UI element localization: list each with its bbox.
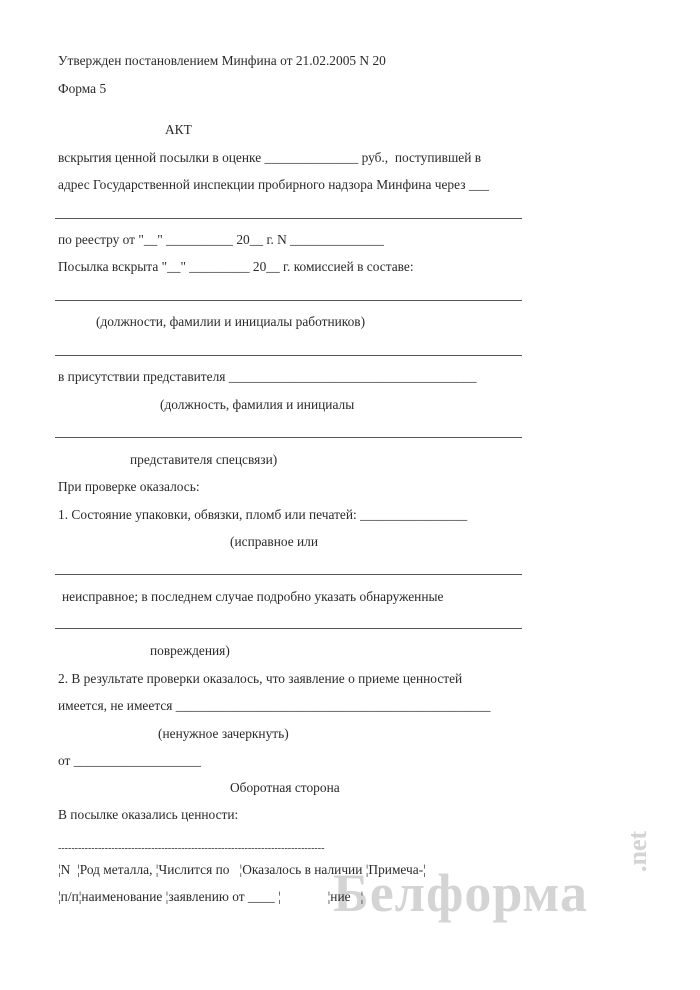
blank-rule — [55, 218, 522, 219]
text-line: адрес Государственной инспекции пробирного надзора Минфина через ___ — [58, 177, 489, 192]
table-row: ¦N ¦Род металла, ¦Числится по ¦Оказалось в наличии ¦Примеча-¦ — [58, 862, 426, 877]
text-line: по реестру от "__" __________ 20__ г. N ______________ — [58, 232, 384, 247]
text-line: от ___________________ — [58, 753, 201, 768]
text-line: 2. В результате проверки оказалось, что заявление о приеме ценностей — [58, 671, 463, 686]
text-line: При проверке оказалось: — [58, 479, 200, 494]
section-heading: Оборотная сторона — [230, 780, 340, 795]
field-caption: (исправное или — [230, 534, 319, 549]
text-line: вскрытия ценной посылки в оценке ______________ руб., поступившей в — [58, 150, 482, 165]
table-row: ¦п/п¦наименование ¦заявлению от ____ ¦ ¦ние ¦ — [58, 889, 364, 904]
field-caption: (ненужное зачеркнуть) — [158, 726, 289, 741]
text-line: 1. Состояние упаковки, обвязки, пломб или печатей: ________________ — [58, 507, 468, 522]
text-line: В посылке оказались ценности: — [58, 807, 239, 822]
document-title: АКТ — [165, 122, 192, 137]
table-separator: -------------------------------------------------------------------------------- — [58, 843, 325, 854]
blank-rule — [55, 355, 522, 356]
blank-rule — [55, 300, 522, 301]
blank-rule — [55, 628, 522, 629]
text-line: неисправное; в последнем случае подробно указать обнаруженные — [62, 589, 444, 604]
field-caption: (должность, фамилия и инициалы — [160, 397, 355, 412]
blank-rule — [55, 574, 522, 575]
watermark-logo: Белформа — [333, 863, 588, 923]
text-line: имеется, не имеется _______________________________________________ — [58, 698, 491, 713]
form-number: Форма 5 — [58, 81, 107, 96]
field-caption: повреждения) — [150, 643, 230, 658]
text-line: Посылка вскрыта "__" _________ 20__ г. комиссией в составе: — [58, 259, 414, 274]
field-caption: представителя спецсвязи) — [130, 452, 278, 467]
text-line: в присутствии представителя _____________________________________ — [58, 369, 477, 384]
blank-rule — [55, 437, 522, 438]
approval-note: Утвержден постановлением Минфина от 21.02.2005 N 20 — [58, 53, 386, 68]
watermark-suffix: .net — [623, 830, 652, 872]
field-caption: (должности, фамилии и инициалы работников) — [96, 314, 366, 329]
